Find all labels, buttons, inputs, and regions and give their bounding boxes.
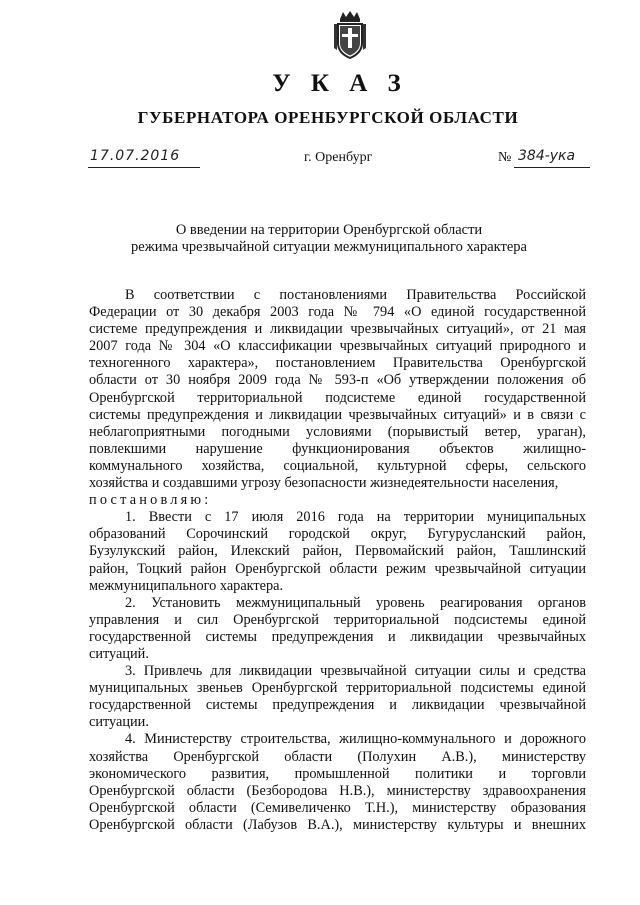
text-line: техногенного характера», постановлением Правительства Оренбургской: [89, 355, 586, 372]
text-line: Оренбургской территориальной подсистеме единой государственной: [89, 389, 586, 406]
text-line: межмуниципального характера.: [89, 577, 284, 594]
text-line: ситуаций.: [89, 645, 149, 662]
text-line: хозяйства Оренбургской области (Полухин А.В.), министерству: [89, 748, 586, 765]
text-line: неблагоприятными погодными условиями (порывистый ветер, ураган),: [89, 423, 586, 440]
preamble-paragraph: [89, 287, 586, 509]
decree-date: 17.07.2016: [90, 148, 181, 164]
document-subtitle: ГУБЕРНАТОРА ОРЕНБУРГСКОЙ ОБЛАСТИ: [137, 108, 519, 127]
text-line: муниципальных звеньев Оренбургской территориальной подсистемы единой: [89, 680, 586, 697]
text-line: район, Тоцкий район Оренбургской области режим чрезвычайной ситуации: [89, 560, 586, 577]
text-line: коммунального хозяйства, социальной, культурной сферы, сельского: [89, 457, 586, 474]
text-line: 2007 года № 304 «О классификации чрезвычайных ситуаций природного и: [89, 338, 586, 355]
subject-line: режима чрезвычайной ситуации межмуниципального характера: [131, 239, 527, 255]
text-line: 3. Привлечь для ликвидации чрезвычайной ситуации силы и средства: [125, 663, 586, 680]
text-line: 1. Ввести с 17 июля 2016 года на территории муниципальных: [125, 509, 586, 526]
item-3-paragraph: [89, 663, 586, 731]
text-line: государственной системы предупреждения и ликвидации чрезвычайной: [89, 697, 586, 714]
text-line: управления и сил Оренбургской территориальной подсистемы единой: [89, 611, 586, 628]
subject-line: О введении на территории Оренбургской области: [175, 222, 483, 238]
text-line: Оренбургской области (Семивеличенко Т.Н.), министерству образования: [89, 799, 586, 816]
text-line: 4. Министерству строительства, жилищно-коммунального и дорожного: [125, 731, 586, 748]
decree-city: г. Оренбург: [304, 150, 373, 165]
text-line: образований Сорочинский городской округ, Бугурусланский район,: [89, 526, 586, 543]
text-line: экономического развития, промышленной политики и торговли: [89, 765, 586, 782]
text-line: области от 30 ноября 2009 года № 593-п «Об утверждении положения об: [89, 372, 586, 389]
text-line: 2. Установить межмуниципальный уровень реагирования органов: [125, 594, 586, 611]
number-underline: [514, 167, 590, 168]
decree-number-label: №: [498, 150, 512, 165]
document-title: У К А З: [272, 70, 408, 97]
decree-number: 384-ука: [518, 148, 576, 164]
decree-subject: [0, 222, 640, 256]
item-4-paragraph: [89, 731, 586, 834]
coat-of-arms-icon: [331, 10, 369, 60]
text-line: В соответствии с постановлениями Правительства Российской: [125, 287, 586, 303]
text-line: Федерации от 30 декабря 2003 года № 794 «О единой государственной: [89, 304, 586, 321]
date-underline: [88, 167, 200, 168]
item-1-paragraph: [89, 509, 586, 594]
text-line: государственной системы предупреждения и ликвидации чрезвычайных: [89, 628, 586, 645]
text-line: хозяйства и создавшими угрозу безопасности жизнедеятельности населения,: [89, 475, 559, 492]
text-line: Оренбургской области (Безбородова Н.В.), министерству здравоохранения: [89, 782, 586, 799]
text-line: системы предупреждения и ликвидации чрезвычайных ситуаций» и в связи с: [89, 406, 586, 423]
text-line: ситуации.: [89, 714, 149, 731]
text-line: Оренбургской области (Лабузов В.А.), министерству культуры и внешних: [89, 816, 586, 833]
text-line: системе предупреждения и ликвидации чрезвычайных ситуаций», от 21 мая: [89, 321, 586, 338]
text-line: повлекшими нарушение функционирования объектов жилищно-: [89, 440, 586, 457]
decree-word: постановляю:: [89, 492, 212, 509]
decree-body: [89, 287, 586, 834]
text-line: Бузулукский район, Илекский район, Первомайский район, Ташлинский: [89, 543, 586, 560]
item-2-paragraph: [89, 595, 586, 663]
